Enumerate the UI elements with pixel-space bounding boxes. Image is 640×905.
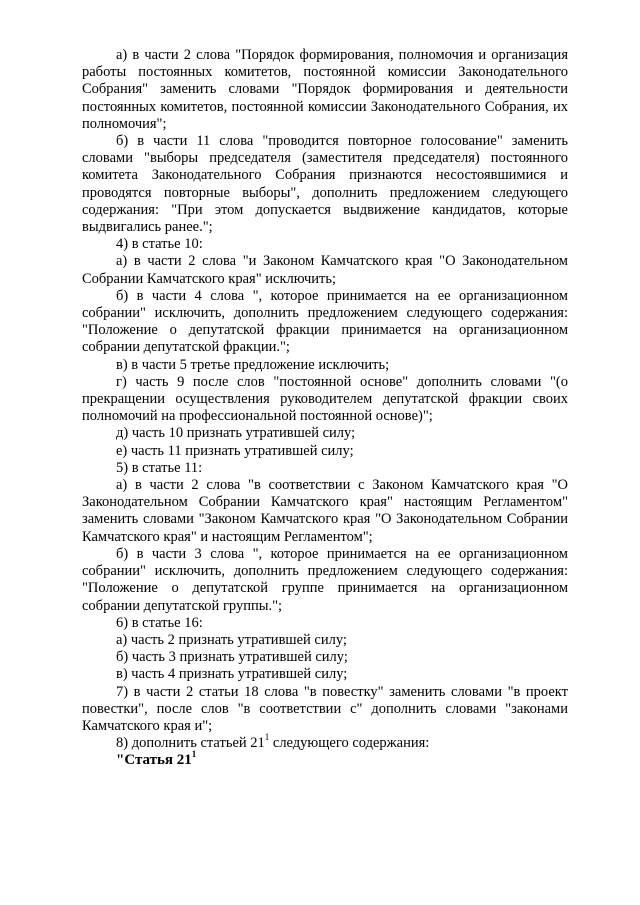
item-8-rest: следующего содержания: — [269, 735, 430, 752]
item-8 — [82, 732, 568, 752]
item-5-heading: 5) в статье 11: — [116, 459, 203, 476]
document-page — [82, 47, 568, 770]
article-heading-superscript: 1 — [191, 749, 197, 760]
article-heading — [82, 749, 568, 769]
paragraph-4f: е) часть 11 признать утратившей силу; — [116, 442, 354, 459]
paragraph-4a: а) в части 2 слова "и Законом Камчатского края "О Законодательном Собрании Камчатского края" исключить; — [82, 253, 568, 287]
paragraph-4d: г) часть 9 после слов "постоянной основе" дополнить словами "(о прекращении осуществления руководителем депутатской фракции своих полномочий на профессиональной постоянной основе)"; — [82, 373, 568, 425]
paragraph-6c: в) часть 4 признать утратившей силу; — [116, 666, 348, 683]
item-8-text: 8) дополнить статьей 21 — [116, 735, 265, 752]
paragraph-6a: а) часть 2 признать утратившей силу; — [116, 631, 347, 648]
item-4-heading: 4) в статье 10: — [116, 236, 203, 253]
paragraph-b-part11: б) в части 11 слова "проводится повторное голосование" заменить словами "выборы председателя (заместителя председателя) постоянного комитета Законодательного Собрания признаются несостоявшимися и проводятся повторные выборы", дополнить предложением следующего содержания: "При этом допускается выдвижение кандидатов, которые выдвигались ранее."; — [82, 133, 568, 236]
paragraph-4c: в) в части 5 третье предложение исключить; — [116, 356, 390, 373]
paragraph-4b: б) в части 4 слова ", которое принимается на ее организационном собрании" исключить, дополнить предложением следующего содержания: "Положение о депутатской фракции принимается на организационном собрании депутатской фракции."; — [82, 287, 568, 356]
paragraph-7: 7) в части 2 статьи 18 слова "в повестку" заменить словами "в проект повестки", после слов "в соответствии с" дополнить словами "законами Камчатского края и"; — [82, 683, 568, 734]
paragraph-6b: б) часть 3 признать утратившей силу; — [116, 649, 348, 666]
paragraph-4e: д) часть 10 признать утратившей силу; — [116, 425, 356, 442]
paragraph-a-part2: а) в части 2 слова "Порядок формирования, полномочия и организация работы постоянных комитетов, постоянной комиссии Законодательного Собрания" заменить словами "Порядок формирования и деятельности постоянных комитетов, постоянной комиссии Законодательного Собрания, их полномочия"; — [82, 47, 568, 132]
article-heading-text: "Статья 21 — [116, 752, 192, 769]
paragraph-5b: б) в части 3 слова ", которое принимается на ее организационном собрании" исключить, дополнить предложением следующего содержания: "Положение о депутатской группе принимается на организационном собрании депутатской группы."; — [82, 545, 568, 614]
item-6-heading: 6) в статье 16: — [116, 614, 203, 631]
paragraph-5a: а) в части 2 слова "в соответствии с Законом Камчатского края "О Законодательном Собрании Камчатского края" настоящим Регламентом" заменить словами "Законом Камчатского края "О Законодательном Собрании Камчатского края" и настоящим Регламентом"; — [82, 477, 568, 545]
item-8-superscript: 1 — [264, 732, 270, 743]
